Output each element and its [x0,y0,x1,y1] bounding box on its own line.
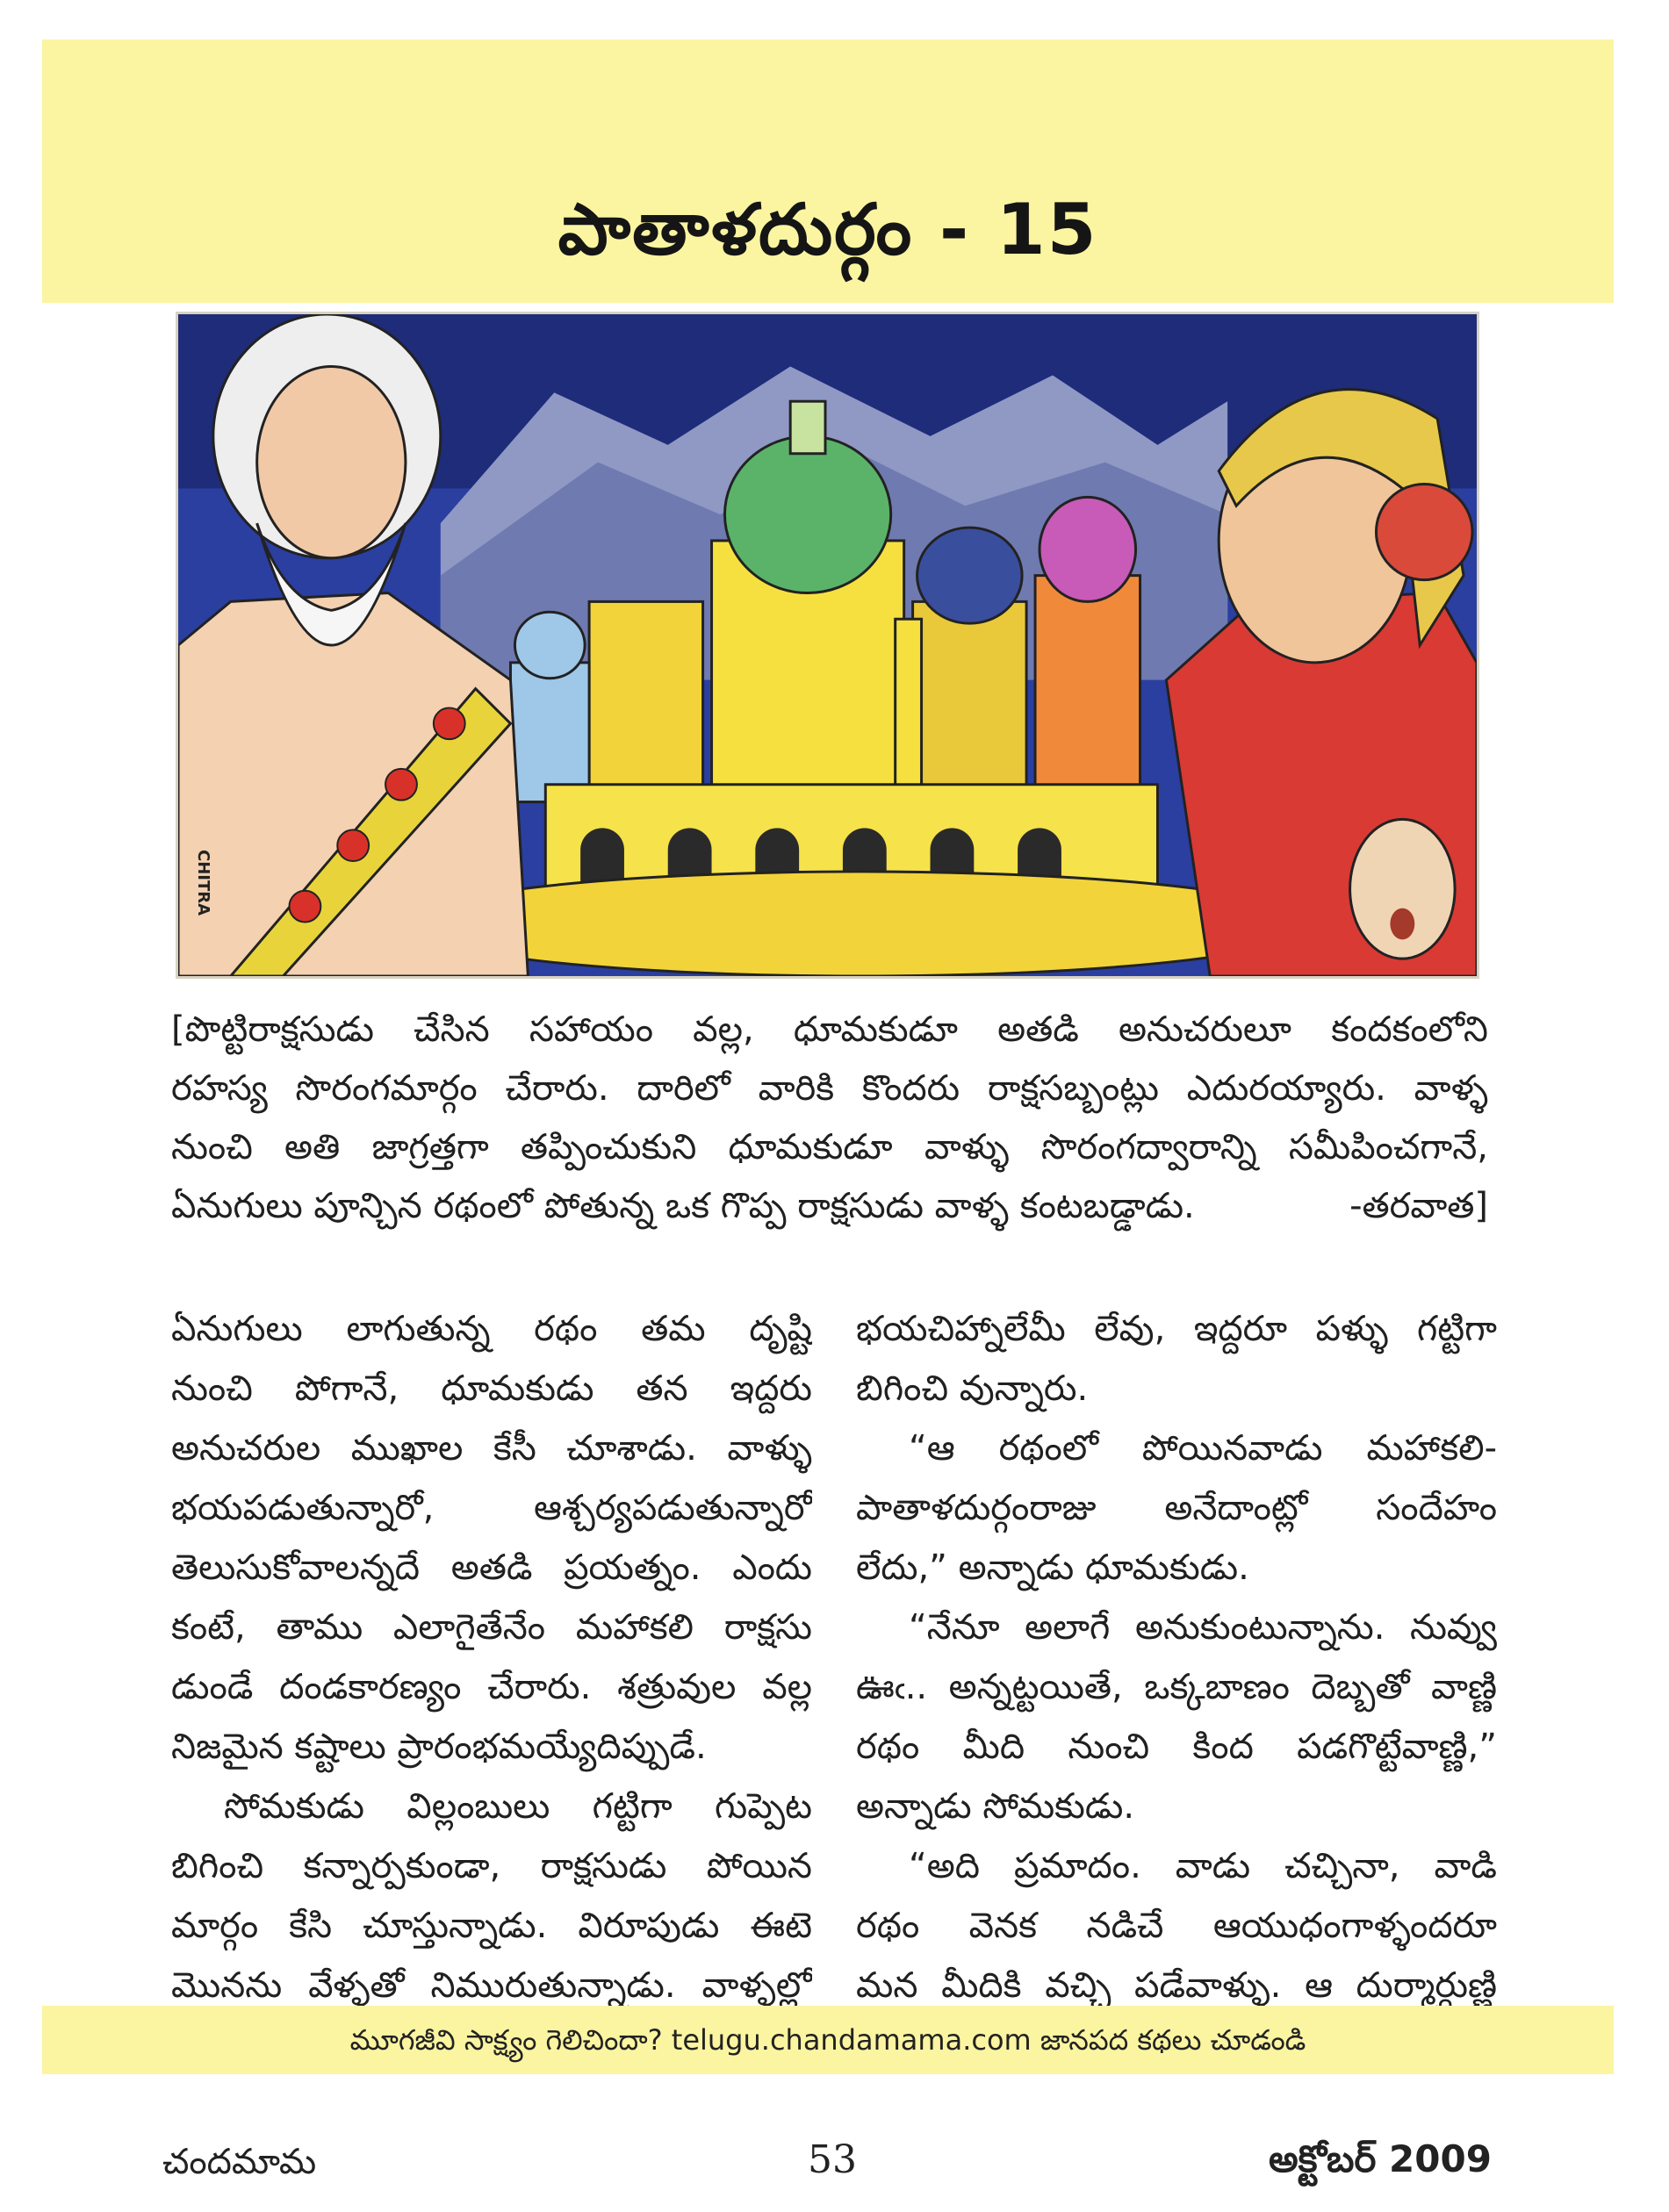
text-column-left [171,1299,812,2015]
synopsis-continued: -తరవాత] [1349,1186,1488,1226]
page-number: 53 [808,2137,857,2182]
column-line: భయపడుతున్నారో, ఆశ్చర్యపడుతున్నారో [171,1488,812,1528]
story-synopsis [171,1001,1488,1236]
column-line: రథం వెనక నడిచే ఆయుధంగాళ్ళందరూ [856,1906,1497,1946]
column-line: రథం మీది నుంచి కింద పడగొట్టేవాణ్ణి,” [856,1727,1497,1767]
artist-signature: CHITRA [194,850,212,916]
column-line: “నేనూ అలాగే అనుకుంటున్నాను. నువ్వు [909,1607,1497,1648]
synopsis-line: రహస్య సొరంగమార్గం చేరారు. దారిలో వారికి కొందరు రాక్షసబ్బంట్లు ఎదురయ్యారు. వాళ్ళ [171,1068,1488,1109]
column-line: నుంచి పోగానే, ధూమకుడు తన ఇద్దరు [171,1368,812,1409]
column-line: బిగించి వున్నారు. [856,1368,1089,1409]
column-line: మార్గం కేసి చూస్తున్నాడు. విరూపుడు ఈటె [171,1906,812,1946]
promo-banner: మూగజీవి సాక్ష్యం గెలిచిందా? telugu.chandamama.com జానపద కథలు చూడండి [42,2006,1614,2074]
column-line: మన మీదికి వచ్చి పడేవాళ్ళు. ఆ దుర్మార్గుణ్ణి [856,1965,1497,2006]
column-line: అనుచరుల ముఖాల కేసీ చూశాడు. వాళ్ళు [171,1428,812,1469]
issue-date: అక్టోబర్ 2009 [1269,2137,1492,2180]
column-line: “ఆ రథంలో పోయినవాడు మహాకలి- [909,1428,1497,1469]
text-column-right [856,1299,1497,2015]
column-line: ఏనుగులు లాగుతున్న రథం తమ దృష్టి [171,1309,812,1349]
column-line: అన్నాడు సోమకుడు. [856,1786,1135,1827]
column-line: “అది ప్రమాదం. వాడు చచ్చినా, వాడి [909,1846,1497,1886]
story-illustration [176,312,1479,979]
column-line: పాతాళదుర్గంరాజు అనేదాంట్లో సందేహం [856,1488,1497,1528]
story-title: పాతాళదుర్గం - 15 [558,189,1098,270]
header-band [42,40,1614,303]
synopsis-line: [పొట్టిరాక్షసుడు చేసిన సహాయం వల్ల, ధూమకుడూ అతడి అనుచరులూ కందకంలోని [171,1009,1488,1050]
column-line: లేదు,” అన్నాడు ధూమకుడు. [856,1548,1249,1588]
column-line: మొనను వేళ్ళతో నిమురుతున్నాడు. వాళ్ళల్లో [171,1965,812,2006]
synopsis-last-line [171,1177,1488,1236]
column-line: తెలుసుకోవాలన్నదే అతడి ప్రయత్నం. ఎందు [171,1548,812,1588]
illustration-art [178,314,1477,976]
column-line: డుండే దండకారణ్యం చేరారు. శత్రువుల వల్ల [171,1667,812,1707]
column-line: ఊఁ.. అన్నట్టయితే, ఒక్కబాణం దెబ్బతో వాణ్ణి [856,1667,1497,1707]
column-line: బిగించి కన్నార్పకుండా, రాక్షసుడు పోయిన [171,1846,812,1886]
column-line: సోమకుడు విల్లంబులు గట్టిగా గుప్పెట [224,1786,812,1827]
synopsis-line: ఏనుగులు పూన్చిన రథంలో పోతున్న ఒక గొప్ప రాక్షసుడు వాళ్ళ కంటబడ్డాడు. [171,1186,1195,1226]
column-line: భయచిహ్నాలేమీ లేవు, ఇద్దరూ పళ్ళు గట్టిగా [856,1309,1497,1349]
column-line: కంటే, తాము ఎలాగైతేనేం మహాకలి రాక్షసు [171,1607,812,1648]
synopsis-line: నుంచి అతి జాగ్రత్తగా తప్పించుకుని ధూమకుడూ వాళ్ళు సొరంగద్వారాన్ని సమీపించగానే, [171,1127,1488,1167]
column-line: నిజమైన కష్టాలు ప్రారంభమయ్యేదిప్పుడే. [171,1727,707,1767]
magazine-name: చందమామ [162,2142,317,2182]
